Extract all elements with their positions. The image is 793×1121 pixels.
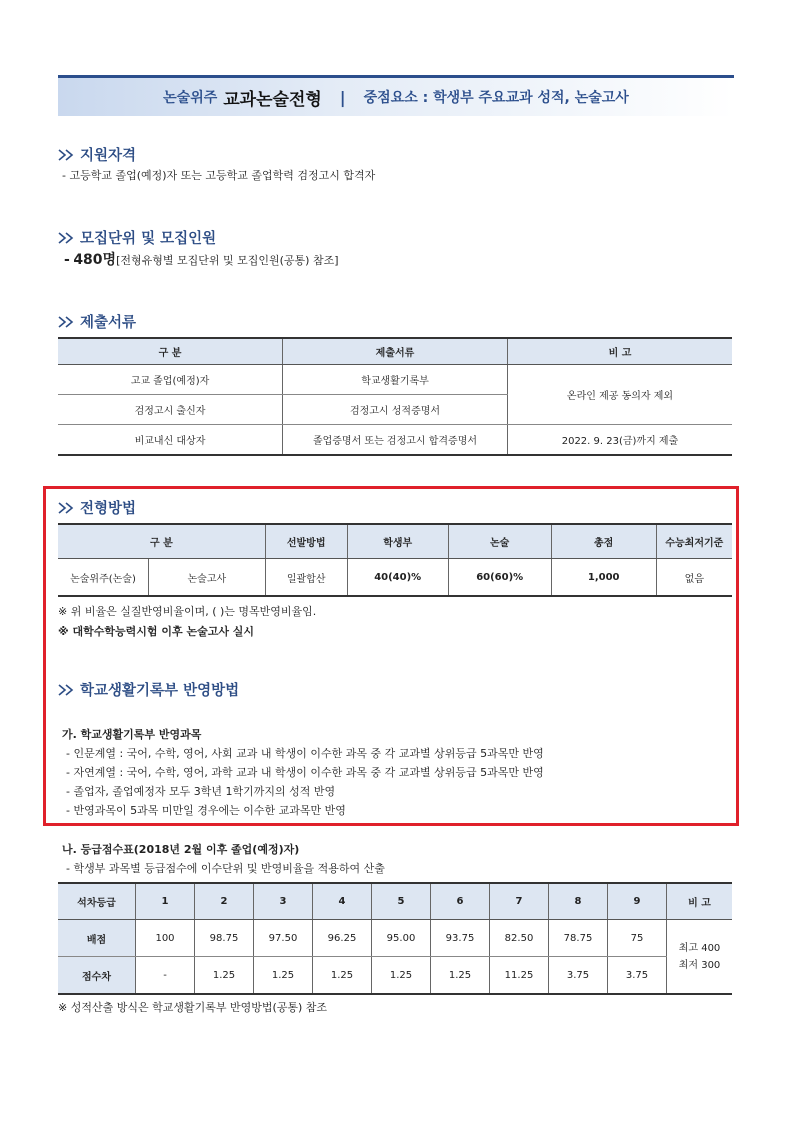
double-chevron-icon bbox=[58, 149, 74, 161]
page-banner bbox=[58, 75, 734, 116]
table-row bbox=[58, 920, 732, 957]
section-title: 지원자격 bbox=[80, 148, 137, 164]
cell-diff: 1.25 bbox=[313, 957, 372, 995]
header-category: 구 분 bbox=[58, 524, 265, 559]
row-label: 점수차 bbox=[58, 957, 136, 995]
section-method bbox=[58, 497, 136, 518]
table-row bbox=[58, 365, 732, 395]
header-essay: 논술 bbox=[448, 524, 551, 559]
header-grade: 2 bbox=[195, 883, 254, 920]
header-documents: 제출서류 bbox=[283, 338, 508, 365]
cell-diff: 1.25 bbox=[431, 957, 490, 995]
cell-score: 75 bbox=[608, 920, 667, 957]
header-note: 비 고 bbox=[508, 338, 733, 365]
header-note: 비 고 bbox=[667, 883, 733, 920]
header-grade: 6 bbox=[431, 883, 490, 920]
row-type: 비교내신 대상자 bbox=[58, 425, 283, 456]
footnote: ※ 성적산출 방식은 학교생활기록부 반영방법(공통) 참조 bbox=[58, 1001, 328, 1014]
header-grade: 8 bbox=[549, 883, 608, 920]
double-chevron-icon bbox=[58, 316, 74, 328]
table-row bbox=[58, 425, 732, 456]
cell-diff: 1.25 bbox=[372, 957, 431, 995]
list-item: - 자연계열 : 국어, 수학, 영어, 과학 교과 내 학생이 이수한 과목 중 각 교과별 상위등급 5과목만 반영 bbox=[66, 766, 544, 779]
row-type: 검정고시 출신자 bbox=[58, 395, 283, 425]
row-note: 온라인 제공 동의자 제외 bbox=[508, 365, 733, 425]
sub-b-title: 나. 등급점수표(2018년 2월 이후 졸업(예정)자) bbox=[62, 843, 300, 856]
method-note-1: ※ 위 비율은 실질반영비율이며, ( )는 명목반영비율임. bbox=[58, 605, 317, 618]
section-title: 모집단위 및 모집인원 bbox=[80, 231, 217, 247]
cell-note bbox=[667, 920, 733, 995]
recruitment-count: 480명 bbox=[73, 252, 117, 268]
section-record-method bbox=[58, 679, 239, 700]
header-grade: 4 bbox=[313, 883, 372, 920]
section-title: 제출서류 bbox=[80, 315, 137, 331]
banner-title: 교과논술전형 bbox=[223, 89, 322, 110]
documents-table bbox=[58, 337, 732, 456]
row-label: 배점 bbox=[58, 920, 136, 957]
double-chevron-icon bbox=[58, 232, 74, 244]
section-eligibility bbox=[58, 144, 136, 165]
cell-diff: 3.75 bbox=[608, 957, 667, 995]
header-grade-corner: 석차등급 bbox=[58, 883, 136, 920]
sub-b-text: - 학생부 과목별 등급점수에 이수단위 및 반영비율을 적용하여 산출 bbox=[66, 862, 385, 875]
note-max: 최고 400 bbox=[678, 942, 721, 954]
cell-diff: 1.25 bbox=[254, 957, 313, 995]
header-record: 학생부 bbox=[347, 524, 448, 559]
table-row bbox=[58, 957, 732, 995]
cell-score: 93.75 bbox=[431, 920, 490, 957]
cell-score: 95.00 bbox=[372, 920, 431, 957]
cell-score: 97.50 bbox=[254, 920, 313, 957]
cell-selection: 일괄합산 bbox=[265, 559, 347, 597]
section-title: 전형방법 bbox=[80, 501, 137, 517]
recruitment-note: [전형유형별 모집단위 및 모집인원(공통) 참조] bbox=[116, 254, 339, 267]
list-item: - 반영과목이 5과목 미만일 경우에는 이수한 교과목만 반영 bbox=[66, 804, 346, 817]
section-documents bbox=[58, 311, 136, 332]
cell-score: 82.50 bbox=[490, 920, 549, 957]
double-chevron-icon bbox=[58, 502, 74, 514]
header-selection: 선발방법 bbox=[265, 524, 347, 559]
cell-diff: 1.25 bbox=[195, 957, 254, 995]
list-item: - 졸업자, 졸업예정자 모두 3학년 1학기까지의 성적 반영 bbox=[66, 785, 336, 798]
header-minimum: 수능최저기준 bbox=[656, 524, 732, 559]
table-row bbox=[58, 559, 732, 597]
header-grade: 7 bbox=[490, 883, 549, 920]
row-docs: 졸업증명서 또는 검정고시 합격증명서 bbox=[283, 425, 508, 456]
recruitment-line bbox=[64, 249, 338, 269]
cell-diff: 3.75 bbox=[549, 957, 608, 995]
list-item: - 인문계열 : 국어, 수학, 영어, 사회 교과 내 학생이 이수한 과목 중 각 교과별 상위등급 5과목만 반영 bbox=[66, 747, 544, 760]
header-grade: 5 bbox=[372, 883, 431, 920]
cell-diff: - bbox=[136, 957, 195, 995]
section-title: 학교생활기록부 반영방법 bbox=[80, 683, 240, 699]
cell-essay: 60(60)% bbox=[448, 559, 551, 597]
banner-separator: | bbox=[339, 87, 346, 107]
cell-score: 78.75 bbox=[549, 920, 608, 957]
cell-record: 40(40)% bbox=[347, 559, 448, 597]
note-min: 최저 300 bbox=[678, 959, 721, 971]
double-chevron-icon bbox=[58, 684, 74, 696]
row-docs: 검정고시 성적증명서 bbox=[283, 395, 508, 425]
header-total: 총점 bbox=[551, 524, 656, 559]
banner-prefix: 논술위주 bbox=[163, 90, 218, 106]
cell-minimum: 없음 bbox=[684, 573, 704, 585]
cell-score: 98.75 bbox=[195, 920, 254, 957]
method-note-2: ※ 대학수학능력시험 이후 논술고사 실시 bbox=[58, 625, 255, 638]
sub-a-title: 가. 학교생활기록부 반영과목 bbox=[62, 728, 202, 741]
eligibility-text: - 고등학교 졸업(예정)자 또는 고등학교 졸업학력 검정고시 합격자 bbox=[62, 169, 376, 182]
cell-category: 논술위주(논술) bbox=[58, 559, 149, 597]
header-category: 구 분 bbox=[58, 338, 283, 365]
cell-score: 96.25 bbox=[313, 920, 372, 957]
row-docs: 학교생활기록부 bbox=[283, 365, 508, 395]
cell-total: 1,000 bbox=[551, 559, 656, 597]
recruitment-dash: - bbox=[64, 252, 70, 268]
header-grade: 3 bbox=[254, 883, 313, 920]
header-grade: 9 bbox=[608, 883, 667, 920]
header-grade: 1 bbox=[136, 883, 195, 920]
cell-score: 100 bbox=[136, 920, 195, 957]
cell-subcategory: 논술고사 bbox=[149, 559, 266, 597]
row-type: 고교 졸업(예정)자 bbox=[58, 365, 283, 395]
section-recruitment bbox=[58, 227, 216, 248]
banner-focus: 중점요소 : 학생부 주요교과 성적, 논술고사 bbox=[363, 90, 629, 106]
method-table bbox=[58, 523, 732, 597]
cell-diff: 11.25 bbox=[490, 957, 549, 995]
row-note: 2022. 9. 23(금)까지 제출 bbox=[561, 436, 679, 447]
grade-table bbox=[58, 882, 732, 995]
